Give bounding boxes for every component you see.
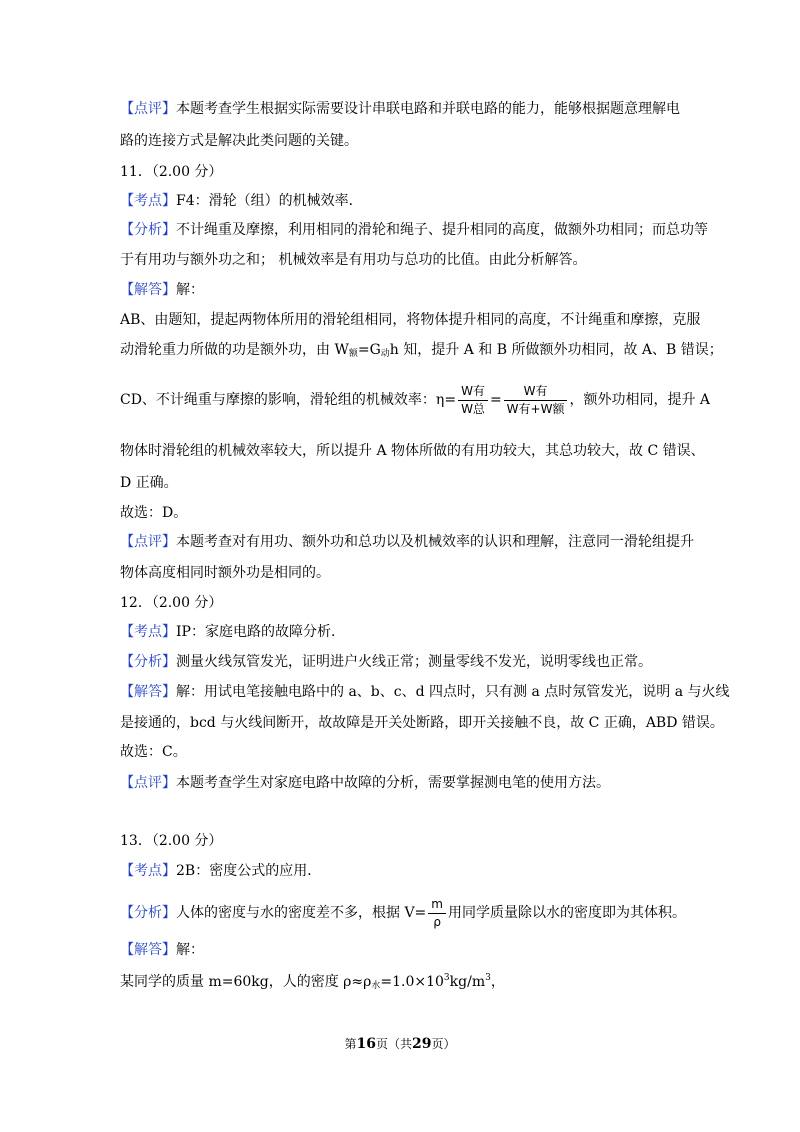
jieda-tag: 【解答】 [120,942,176,958]
q10-comment-line-2: 路的连接方式是解决此类问题的关键。 [120,133,358,149]
q12-comment: 【点评】本题考查学生对家庭电路中故障的分析，需要掌握测电笔的使用方法。 [120,775,610,791]
q11-header: 11．（2.00 分） [120,164,223,180]
q11-kaodian: 【考点】F4：滑轮（组）的机械效率． [120,193,363,209]
comment-tag: 【点评】 [120,101,176,117]
q10-comment-line-1: 【点评】本题考查学生根据实际需要设计串联电路和并联电路的能力，能够根据题意理解电 [120,101,680,117]
q11-cd-line-1: CD、不计绳重与摩擦的影响，滑轮组的机械效率：η= $\frac{\text{W有}}{\text{W总}}$ = $\frac{\text{W有}}{\text{W有+W额}}$ ，额外功相同，提升 A [120,383,711,416]
total-page-count: 29 [412,1036,432,1052]
q13-fenxi: 【分析】人体的密度与水的密度差不多，根据 V= $\frac{m}{\rho}$ 用同学质量除以水的密度即为其体积。 [120,896,686,929]
current-page-number: 16 [356,1036,376,1052]
page-footer: 第16页（共29页） [344,1036,456,1052]
efficiency-fraction-1: $\frac{\text{W有}}{\text{W总}}$ [458,383,488,418]
q11-ab-line-1: AB、由题知，提起两物体所用的滑轮组相同，将物体提升相同的高度，不计绳重和摩擦，克服 [120,312,701,328]
q13-kaodian: 【考点】2B：密度公式的应用． [120,863,322,879]
q12-answer: 故选：C。 [120,744,187,760]
jieda-tag: 【解答】 [120,282,176,298]
comment-tag: 【点评】 [120,534,176,550]
q12-header: 12．（2.00 分） [120,595,223,611]
q13-mass-density-line: 某同学的质量 m=60kg，人的密度 $\rho\approx\rho_水=1.0\times 10^3kg/m^3$， [120,973,505,991]
q13-jieda: 【解答】解： [120,942,204,958]
q12-fenxi: 【分析】测量火线氖管发光，证明进户火线正常；测量零线不发光，说明零线也正常。 [120,654,652,670]
kaodian-tag: 【考点】 [120,193,176,209]
kaodian-tag: 【考点】 [120,863,176,879]
fenxi-tag: 【分析】 [120,905,176,921]
q11-fenxi-line-1: 【分析】不计绳重及摩擦，利用相同的滑轮和绳子、提升相同的高度，做额外功相同；而总功等 [120,222,708,238]
jieda-tag: 【解答】 [120,684,176,700]
efficiency-fraction-2: $\frac{\text{W有}}{\text{W有+W额}}$ [504,383,568,418]
q11-jieda: 【解答】解： [120,282,204,298]
kaodian-tag: 【考点】 [120,624,176,640]
fenxi-tag: 【分析】 [120,222,176,238]
q11-answer: 故选：D。 [120,505,188,521]
q11-comment-line-2: 物体高度相同时额外功是相同的。 [120,565,330,581]
q12-kaodian: 【考点】IP：家庭电路的故障分析． [120,624,345,640]
q11-cd-line-3: D 正确。 [120,475,178,491]
comment-tag: 【点评】 [120,775,176,791]
q13-header: 13．（2.00 分） [120,833,223,849]
q11-ab-line-2: 动滑轮重力所做的功是额外功，由 $W_额=G_动h$ 知，提升 A 和 B 所做额外功相同，故 A、B 错误； [120,342,723,359]
q11-comment-line-1: 【点评】本题考查对有用功、额外功和总功以及机械效率的认识和理解，注意同一滑轮组提升 [120,534,694,550]
fenxi-tag: 【分析】 [120,654,176,670]
q12-jieda-line-2: 是接通的，bcd 与火线间断开，故故障是开关处断路，即开关接触不良，故 C 正确，ABD 错误。 [120,715,724,731]
q11-fenxi-line-2: 于有用功与额外功之和； 机械效率是有用功与总功的比值。由此分析解答。 [120,252,587,268]
q12-jieda-line-1: 【解答】解：用试电笔接触电路中的 a、b、c、d 四点时，只有测 a 点时氖管发光，说明 a 与火线 [120,684,730,700]
q11-cd-line-2: 物体时滑轮组的机械效率较大，所以提升 A 物体所做的有用功较大，其总功较大，故 C 错误、 [120,443,705,459]
volume-fraction: $\frac{m}{\rho}$ [428,896,446,931]
